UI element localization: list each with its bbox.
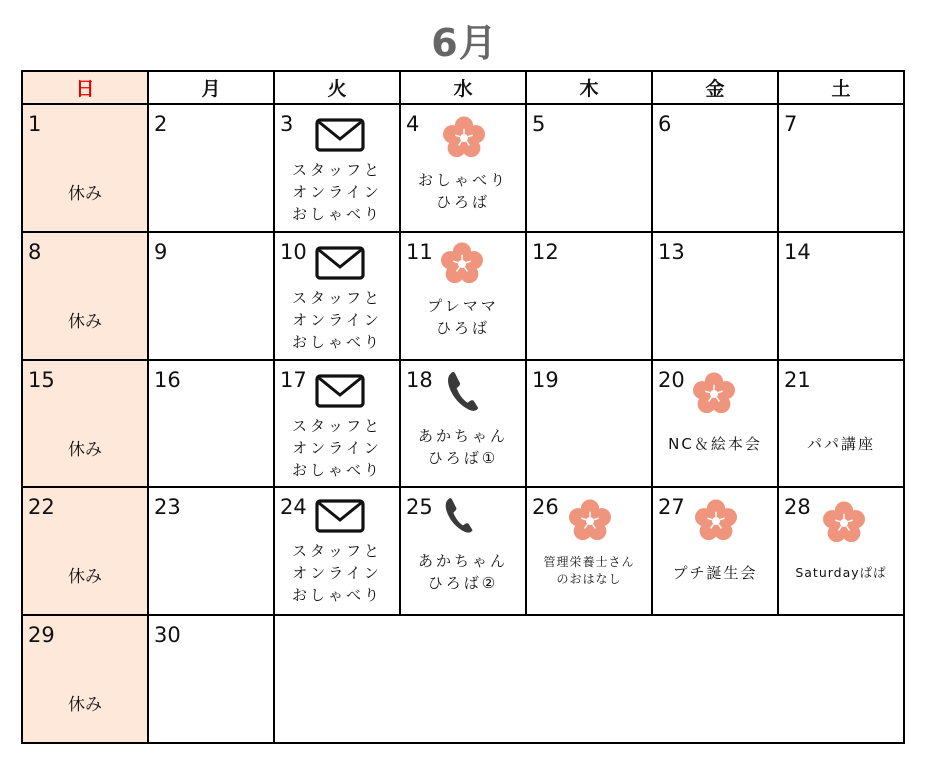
event-line: スタッフと [291,416,382,435]
day-number: 22 [28,495,55,520]
event-line: おしゃべり [291,586,382,605]
day-number: 20 [658,367,685,392]
envelope-icon [315,499,365,533]
day-cell-12 [527,233,653,361]
day-number: 19 [532,367,559,392]
day-cell-28 [779,488,905,616]
event-line: プレママ [427,296,499,315]
closed-label: 休み [68,567,102,588]
day-cell-19 [527,361,653,489]
event-line: おしゃべり [417,171,508,189]
day-number: 21 [784,367,811,392]
weekday-label: 月 [201,78,221,100]
flower-icon [693,498,739,544]
day-cell-29 [23,616,149,744]
event-line: あかちゃん [417,426,508,445]
weekday-label: 土 [831,78,851,100]
day-cell-22 [23,488,149,616]
day-number: 3 [280,112,294,136]
event-line: NC＆絵本会 [668,434,762,453]
event-line: ひろば [435,318,490,337]
weekday-label: 火 [327,78,347,100]
day-cell-7 [779,105,905,233]
weekday-header-tue [275,72,401,105]
day-cell-25 [401,488,527,616]
event-line: プチ誕生会 [672,564,758,583]
day-number: 13 [658,239,685,264]
event-line: おしゃべり [291,460,382,479]
weekday-header-sun [23,72,149,105]
empty-cell [653,616,779,744]
flower-icon [567,498,613,544]
day-cell-16 [149,361,275,489]
event-line: Saturdayぱぱ [795,565,887,581]
event-line: おしゃべり [291,332,382,351]
event-line: のおはなし [556,572,622,587]
day-number: 30 [154,623,181,648]
day-number: 12 [532,239,559,264]
flower-icon [691,371,737,417]
weekday-header-fri [653,72,779,105]
event-line: おしゃべり [291,205,382,223]
day-number: 18 [406,367,433,392]
envelope-icon [315,118,365,152]
weekday-label: 木 [579,78,599,100]
day-number: 27 [658,495,685,520]
weekday-label: 日 [75,78,95,100]
day-number: 23 [154,495,181,520]
day-cell-3 [275,105,401,233]
weekday-header-wed [401,72,527,105]
event-line: 管理栄養士さん [543,555,635,570]
day-cell-18 [401,361,527,489]
day-number: 24 [280,495,307,520]
flower-icon [821,500,867,546]
day-cell-24 [275,488,401,616]
day-cell-5 [527,105,653,233]
day-number: 15 [28,367,55,392]
day-cell-27 [653,488,779,616]
day-cell-21 [779,361,905,489]
month-title: 6月 [431,21,498,65]
day-cell-10 [275,233,401,361]
day-number: 28 [784,495,811,520]
day-number: 17 [280,367,307,392]
weekday-header-thu [527,72,653,105]
event-line: ひろば [435,193,490,211]
day-number: 2 [154,112,168,136]
event-line: ひろば② [427,574,499,593]
empty-cell [275,616,401,744]
day-number: 4 [406,112,420,136]
day-cell-2 [149,105,275,233]
day-number: 16 [154,367,181,392]
event-line: ひろば① [427,448,499,467]
day-number: 25 [406,495,433,520]
event-line: スタッフと [291,542,382,561]
weekday-label: 水 [453,78,473,100]
day-number: 5 [532,112,546,136]
event-line: スタッフと [291,288,382,307]
weekday-header-sat [779,72,905,105]
day-cell-17 [275,361,401,489]
day-number: 11 [406,239,433,264]
closed-label: 休み [68,439,102,460]
closed-label: 休み [68,695,102,716]
weekday-label: 金 [705,78,725,100]
event-line: オンライン [292,564,382,583]
closed-label: 休み [68,311,102,332]
day-cell-8 [23,233,149,361]
day-cell-30 [149,616,275,744]
day-cell-1 [23,105,149,233]
envelope-icon [315,246,365,280]
event-line: オンライン [292,310,382,329]
day-number: 14 [784,239,811,264]
phone-icon [443,494,475,536]
day-number: 29 [28,623,55,648]
day-cell-15 [23,361,149,489]
day-number: 9 [154,239,168,264]
day-number: 6 [658,112,672,136]
day-cell-20 [653,361,779,489]
envelope-icon [315,374,365,408]
day-number: 10 [280,239,307,264]
event-line: あかちゃん [417,552,508,571]
flower-icon [439,241,485,287]
event-line: パパ講座 [806,434,875,453]
empty-cell [401,616,527,744]
phone-icon [445,368,481,414]
empty-cell [527,616,653,744]
day-cell-23 [149,488,275,616]
day-number: 8 [28,239,42,264]
day-cell-26 [527,488,653,616]
event-line: オンライン [292,183,382,201]
day-cell-14 [779,233,905,361]
day-number: 26 [532,495,559,520]
flower-icon [441,115,487,161]
day-number: 1 [28,112,42,136]
empty-cell [779,616,905,744]
day-cell-9 [149,233,275,361]
day-cell-4 [401,105,527,233]
calendar-grid [21,70,905,744]
event-line: スタッフと [291,161,382,179]
closed-label: 休み [68,184,102,204]
day-cell-11 [401,233,527,361]
day-number: 7 [784,112,798,136]
weekday-header-mon [149,72,275,105]
event-line: オンライン [292,438,382,457]
day-cell-6 [653,105,779,233]
day-cell-13 [653,233,779,361]
